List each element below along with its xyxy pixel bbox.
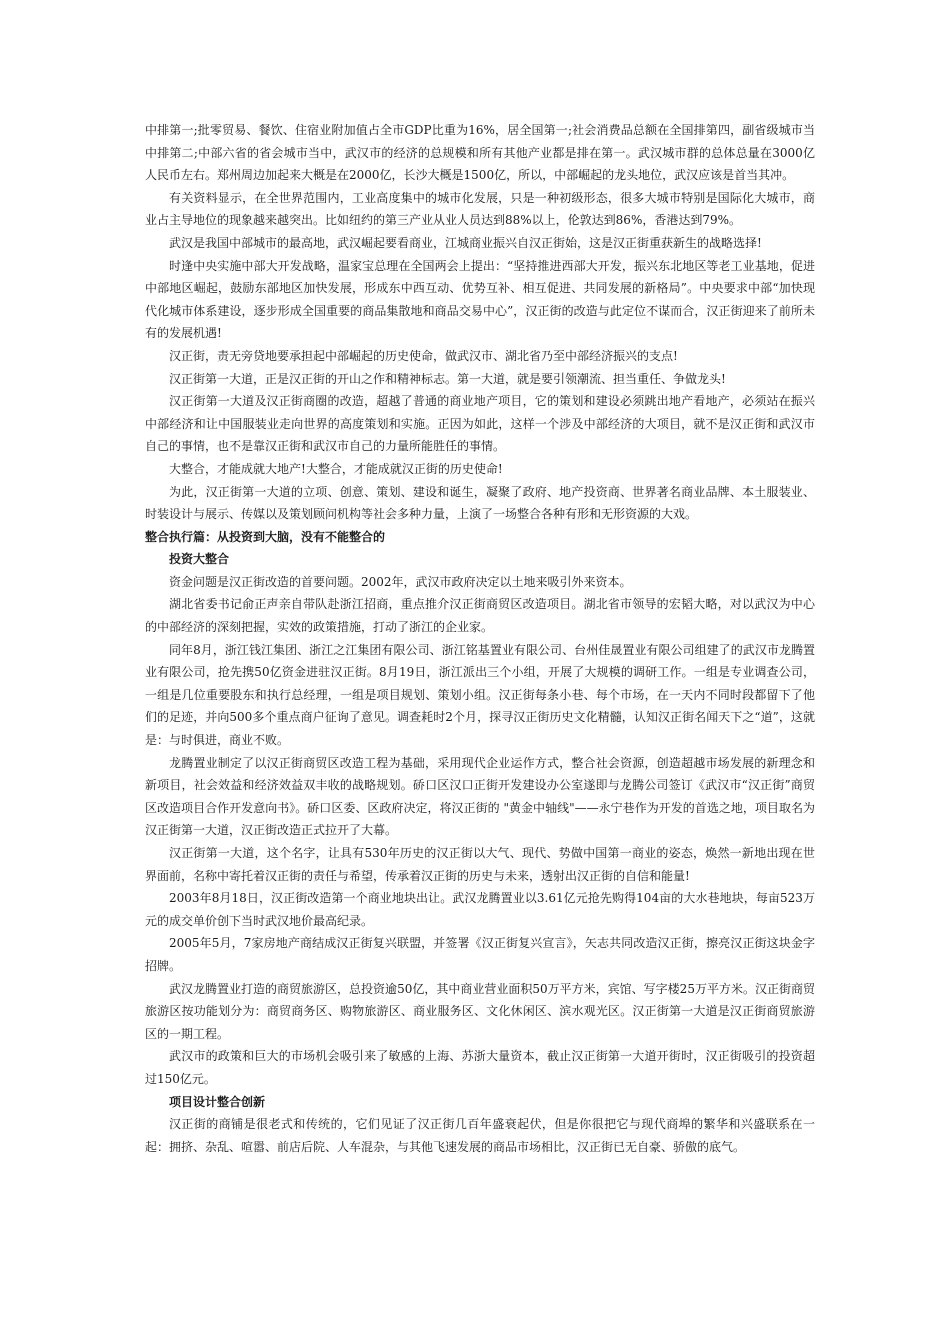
paragraph: 汉正街第一大道及汉正街商圈的改造，超越了普通的商业地产项目，它的策划和建设必须跳出地产看地产，必须站在振兴中部经济和让中国服装业走向世界的高度策划和实施。正因为如此，这样一个涉及中部经济的大项目，就不是汉正街和武汉市自己的事情，也不是靠汉正街和武汉市自己的力量所能胜任的事情。: [145, 394, 815, 454]
paragraph: 汉正街第一大道，这个名字，让具有530年历史的汉正街以大气、现代、势做中国第一商业的姿态，焕然一新地出现在世界面前，名称中寄托着汉正街的责任与希望，传承着汉正街的历史与未来，透射出汉正街的自信和能量!: [145, 846, 815, 883]
paragraph: 武汉是我国中部城市的最高地，武汉崛起要看商业，江城商业振兴自汉正街始，这是汉正街重获新生的战略选择!: [169, 235, 762, 250]
paragraph: 2003年8月18日，汉正街改造第一个商业地块出让。武汉龙腾置业以3.61亿元抢先购得104亩的大水巷地块，每亩523万元的成交单价创下当时武汉地价最高纪录。: [145, 891, 815, 928]
paragraph: 为此，汉正街第一大道的立项、创意、策划、建设和诞生，凝聚了政府、地产投资商、世界著名商业品牌、本土服装业、时装设计与展示、传媒以及策划顾问机构等社会多种力量，上演了一场整合各种有形和无形资源的大戏。: [145, 484, 815, 522]
paragraph: 2005年5月，7家房地产商结成汉正街复兴联盟，并签署《汉正街复兴宣言》，矢志共同改造汉正街，擦亮汉正街这块金字招牌。: [145, 936, 815, 973]
paragraph: 龙腾置业制定了以汉正街商贸区改造工程为基础，采用现代企业运作方式，整合社会资源，创造超越市场发展的新理念和新项目，社会效益和经济效益双丰收的战略规划。硚口区汉口正街开发建设办公室遂即与龙腾公司签订《武汉市“汉正街”商贸区改造项目合作开发意向书》。硚口区委、区政府决定，将汉正街的 "黄金中轴线"——永宁巷作为开发的首选之地，项目取名为汉正街第一大道，汉正街改造正式拉开了大幕。: [145, 755, 815, 838]
paragraph: 汉正街第一大道，正是汉正街的开山之作和精神标志。第一大道，就是要引领潮流、担当重任、争做龙头!: [169, 371, 726, 386]
section-heading: 整合执行篇：从投资到大脑，没有不能整合的: [145, 529, 386, 544]
paragraph: 资金问题是汉正街改造的首要问题。2002年，武汉市政府决定以土地来吸引外来资本。: [169, 574, 632, 589]
paragraph: 同年8月，浙江钱江集团、浙江之江集团有限公司、浙江铭基置业有限公司、台州佳晟置业有限公司组建了的武汉市龙腾置业有限公司，抢先携50亿资金进驻汉正街。8月19日，浙江派出三个小组，开展了大规模的调研工作。一组是专业调查公司，一组是几位重要股东和执行总经理，一组是项目规划、策划小组。汉正街每条小巷、每个市场，在一天内不同时段都留下了他们的足迹，并向500多个重点商户征询了意见。调查耗时2个月，探寻汉正街历史文化精髓，认知汉正街名闻天下之“道”，这就是：与时俱进，商业不败。: [145, 642, 815, 748]
paragraph: 有关资料显示，在全世界范围内，工业高度集中的城市化发展，只是一种初级形态，很多大城市特别是国际化大城市，商业占主导地位的现象越来越突出。比如纽约的第三产业从业人员达到88%以上，伦敦达到86%，香港达到79%。: [145, 190, 815, 228]
paragraph: 武汉龙腾置业打造的商贸旅游区，总投资逾50亿，其中商业营业面积50万平方米，宾馆、写字楼25万平方米。汉正街商贸旅游区按功能划分为：商贸商务区、购物旅游区、商业服务区、文化休闲区、滨水观光区。汉正街第一大道是汉正街商贸旅游区的一期工程。: [145, 981, 815, 1041]
subsection-heading: 项目设计整合创新: [169, 1094, 266, 1109]
paragraph: 大整合，才能成就大地产!大整合，才能成就汉正街的历史使命!: [169, 461, 503, 476]
paragraph: 时逢中央实施中部大开发战略，温家宝总理在全国两会上提出：“坚持推进西部大开发，振兴东北地区等老工业基地，促进中部地区崛起，鼓励东部地区加快发展，形成东中西互动、优势互补、相互促进、共同发展的新格局”。中央要求中部“加快现代化城市体系建设，逐步形成全国重要的商品集散地和商品交易中心”，汉正街的改造与此定位不谋而合，汉正街迎来了前所未有的发展机遇!: [145, 258, 815, 341]
paragraph: 汉正街，责无旁贷地要承担起中部崛起的历史使命，做武汉市、湖北省乃至中部经济振兴的支点!: [169, 348, 678, 363]
document-page: [145, 119, 815, 1158]
paragraph: 中排第一;批零贸易、餐饮、住宿业附加值占全市GDP比重为16%，居全国第一;社会消费品总额在全国排第四，副省级城市当中排第二;中部六省的省会城市当中，武汉市的经济的总规模和所有其他产业都是排在第一。武汉城市群的总体总量在3000亿人民币左右。郑州周边加起来大概是在2000亿，长沙大概是1500亿，所以，中部崛起的龙头地位，武汉应该是首当其冲。: [145, 123, 815, 183]
paragraph: 武汉市的政策和巨大的市场机会吸引来了敏感的上海、苏浙大量资本，截止汉正街第一大道开街时，汉正街吸引的投资超过150亿元。: [145, 1049, 815, 1086]
paragraph: 湖北省委书记俞正声亲自带队赴浙江招商，重点推介汉正街商贸区改造项目。湖北省市领导的宏韬大略，对以武汉为中心的中部经济的深刻把握，实效的政策措施，打动了浙江的企业家。: [145, 597, 815, 635]
subsection-heading: 投资大整合: [169, 552, 230, 567]
paragraph: 汉正街的商铺是很老式和传统的，它们见证了汉正街几百年盛衰起伏，但是你很把它与现代商埠的繁华和兴盛联系在一起：拥挤、杂乱、喧嚣、前店后院、人车混杂，与其他飞速发展的商品市场相比，汉正街已无自豪、骄傲的底气。: [145, 1117, 815, 1154]
